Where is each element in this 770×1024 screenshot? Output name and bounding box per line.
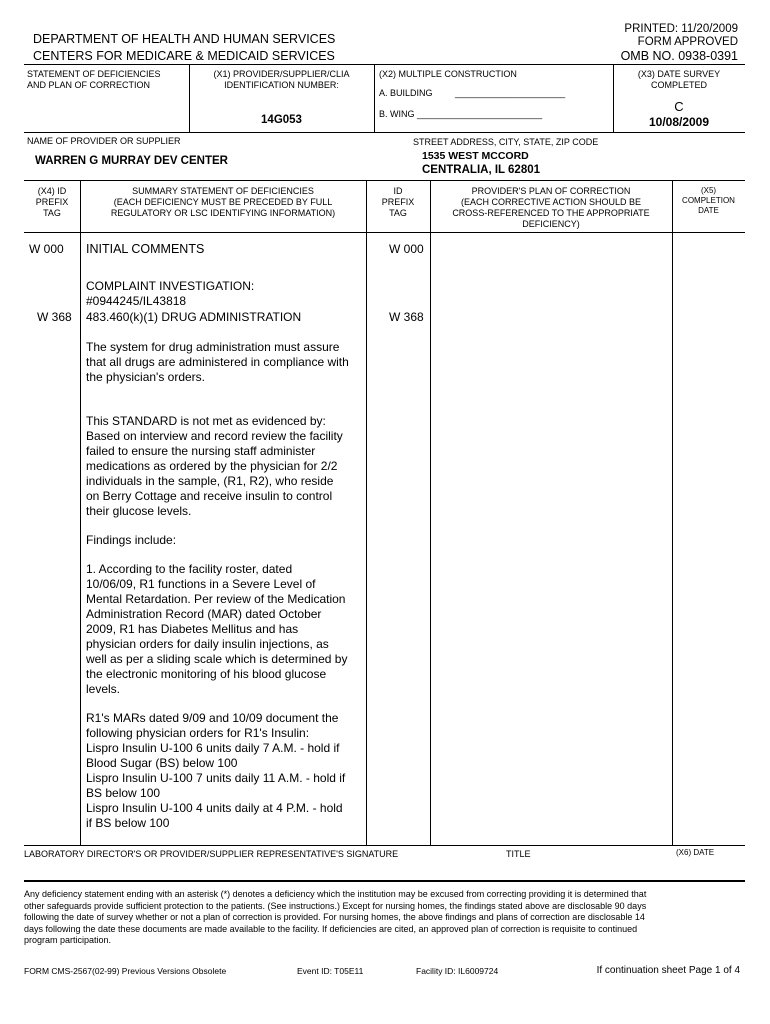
printed-date: PRINTED: 11/20/2009 [624, 23, 738, 35]
tag-w000-left: W 000 [29, 242, 64, 256]
facility-id: Facility ID: IL6009724 [416, 966, 499, 976]
building-label: A. BUILDING [379, 88, 433, 98]
x4-header: (X4) ID PREFIX TAG [35, 186, 69, 218]
title-label: TITLE [506, 849, 531, 859]
mar-orders: R1's MARs dated 9/09 and 10/09 document the following physician orders for R1's Insulin: Lispro Insulin U-100 6 units daily 7 A.M. - hold if Blood Sugar (BS) below 100 Lispro Insulin U-100 7 units daily 11 A.M. - hold if BS below 100 Lispro Insulin U-100 4 units daily at 4 P.M. - hold if BS below 100 [86, 711, 346, 830]
wing-label: B. WING _________________________ [379, 109, 543, 119]
initial-comments: INITIAL COMMENTS [86, 242, 205, 256]
disclaimer: Any deficiency statement ending with an asterisk (*) denotes a deficiency which the institution may be excused from correcting providing it is determined that other safeguards provide sufficient protection to the patients. (See instructions.) Except for nursing homes, the findings stated above are disclosable 90 days following the date of survey whether or not a plan of correction is provided. For nursing homes, the above findings and plans of correction are disclosable 14 days following the date these documents are made available to the facility. If deficiencies are cited, an approved plan of correction is requisite to continued program participation. [24, 889, 647, 945]
provider-name: WARREN G MURRAY DEV CENTER [35, 155, 228, 167]
building-line: ______________________ [455, 88, 566, 98]
continuation-page: If continuation sheet Page 1 of 4 [596, 965, 740, 976]
top-box-bottom [24, 132, 745, 133]
provider-id-number: 14G053 [261, 114, 302, 126]
summary-header: SUMMARY STATEMENT OF DEFICIENCIES (EACH DEFICIENCY MUST BE PRECEDED BY FULL REGULATORY OR LSC IDENTIFYING INFORMATION) [110, 186, 336, 218]
signature-row-top [24, 845, 745, 846]
paragraph-standard: The system for drug administration must assure that all drugs are administered in compliance with the physician's orders. [86, 340, 349, 384]
signature-row-bottom [24, 880, 745, 882]
provider-name-label: NAME OF PROVIDER OR SUPPLIER [27, 136, 181, 146]
statement-label-1: STATEMENT OF DEFICIENCIES [27, 69, 161, 79]
city-state-zip: CENTRALIA, IL 62801 [422, 164, 541, 176]
survey-date: 10/08/2009 [648, 115, 710, 129]
department-title: DEPARTMENT OF HEALTH AND HUMAN SERVICES [33, 32, 336, 46]
omb-number: OMB NO. 0938-0391 [620, 49, 738, 63]
top-border [24, 64, 745, 65]
col-divider-3 [430, 180, 431, 845]
form-approved: FORM APPROVED [637, 36, 738, 48]
complaint-investigation: COMPLAINT INVESTIGATION: [86, 279, 255, 293]
street-address: 1535 WEST MCCORD [422, 150, 529, 162]
id-header: ID PREFIX TAG [381, 186, 415, 218]
provider-row-bottom [24, 180, 745, 181]
statement-label-2: AND PLAN OF CORRECTION [27, 80, 151, 90]
plan-header: PROVIDER'S PLAN OF CORRECTION (EACH CORRECTIVE ACTION SHOULD BE CROSS-REFERENCED TO THE APPROPRIATE DEFICIENCY) [452, 186, 650, 229]
finding-1: 1. According to the facility roster, dated 10/06/09, R1 functions in a Severe Level of Mental Retardation. Per review of the Medication Administration Record (MAR) dated October 2009, R1 has Diabetes Mellitus and has physician orders for daily insulin injections, as well as per a sliding scale which is determined by the electronic monitoring of his blood glucose levels. [86, 562, 348, 696]
divider-x2 [374, 64, 375, 132]
col-divider-1 [80, 180, 81, 845]
col-divider-4 [672, 180, 673, 845]
regulation-title: 483.460(k)(1) DRUG ADMINISTRATION [86, 310, 302, 324]
x3-label-2: COMPLETED [650, 80, 707, 90]
signature-label: LABORATORY DIRECTOR'S OR PROVIDER/SUPPLIER REPRESENTATIVE'S SIGNATURE [24, 849, 399, 859]
survey-code: C [674, 99, 684, 114]
findings-include: Findings include: [86, 533, 177, 547]
tag-w000-right: W 000 [389, 242, 424, 256]
x1-label-2: IDENTIFICATION NUMBER: [224, 80, 339, 90]
centers-title: CENTERS FOR MEDICARE & MEDICAID SERVICES [33, 49, 335, 63]
complaint-number: #0944245/IL43818 [86, 294, 187, 308]
col-divider-2 [366, 180, 367, 845]
x6-date-label: (X6) DATE [676, 848, 715, 857]
tag-w368-left: W 368 [37, 310, 72, 324]
event-id: Event ID: T05E11 [297, 966, 364, 976]
x3-label-1: (X3) DATE SURVEY [637, 69, 721, 79]
x2-label: (X2) MULTIPLE CONSTRUCTION [379, 69, 517, 79]
x5-header: (X5) COMPLETION DATE [682, 186, 735, 215]
tag-w368-right: W 368 [389, 310, 424, 324]
column-header-bottom [24, 232, 745, 233]
address-label: STREET ADDRESS, CITY, STATE, ZIP CODE [413, 137, 599, 147]
x1-label-1: (X1) PROVIDER/SUPPLIER/CLIA [213, 69, 350, 79]
paragraph-not-met: This STANDARD is not met as evidenced by: Based on interview and record review the facility failed to ensure the nursing staff administer medications as ordered by the physician for 2/2 individuals in the sample, (R1, R2), who reside on Berry Cottage and receive insulin to control their glucose levels. [86, 414, 343, 518]
form-number: FORM CMS-2567(02-99) Previous Versions Obsolete [24, 966, 227, 976]
